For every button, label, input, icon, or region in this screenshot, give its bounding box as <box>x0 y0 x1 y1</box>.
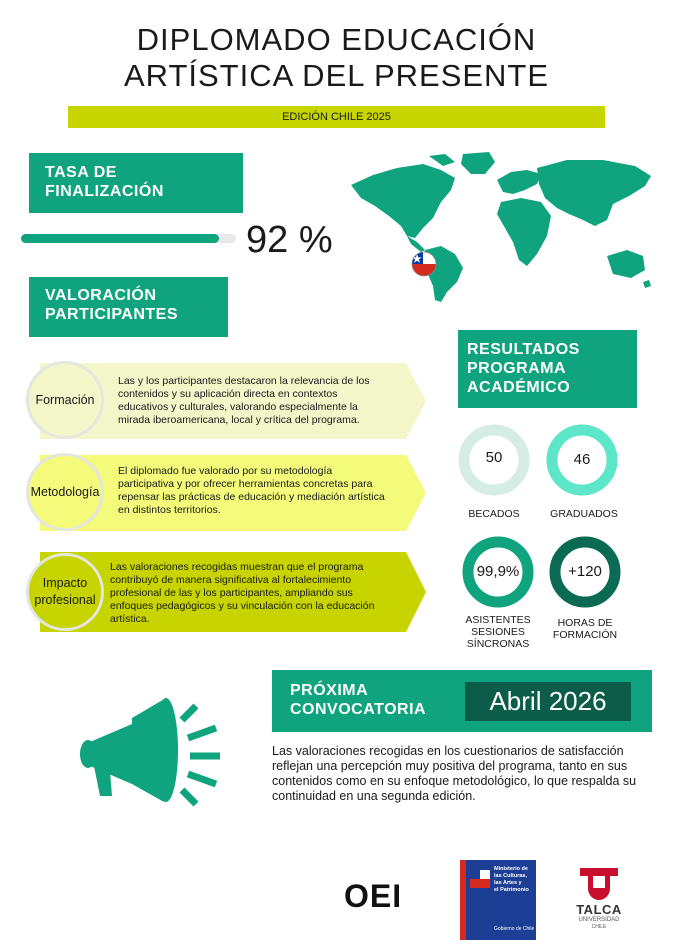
attendance-label <box>448 614 548 650</box>
attendance-label-line: SÍNCRONAS <box>466 638 530 650</box>
attendance-value: 99,9% <box>476 563 520 580</box>
page-title <box>0 22 673 94</box>
ministry-logo <box>460 860 536 940</box>
results-heading <box>458 330 637 408</box>
ministry-footer: Gobierno de Chile <box>494 926 535 932</box>
methodology-text-line: participativa y por ofrecer herramientas concretas para <box>118 478 373 490</box>
impact-description <box>110 561 415 626</box>
graduates-value: 46 <box>573 451 591 468</box>
methodology-text-line: repensar las prácticas de educación y mediación artística <box>118 491 385 503</box>
talca-logo-text: TALCA <box>576 902 622 917</box>
methodology-label-circle <box>26 453 104 531</box>
ratings-heading <box>29 277 228 337</box>
attendance-label-line: SESIONES <box>471 626 525 638</box>
next-call-title-line-2: CONVOCATORIA <box>290 701 427 718</box>
formation-text-line: mirada iberoamericana, local y crítica del programa. <box>118 414 360 426</box>
scholarship-label <box>444 508 544 520</box>
ministry-name-line: el Patrimonio <box>494 887 529 893</box>
impact-label-circle <box>26 553 104 631</box>
formation-label-circle <box>26 361 104 439</box>
completion-title-line-2: FINALIZACIÓN <box>45 183 164 200</box>
results-title-line-2: PROGRAMA <box>467 360 567 377</box>
completion-progress-fill <box>21 234 219 243</box>
talca-country: CHILE <box>591 924 607 930</box>
chile-flag-icon <box>411 251 437 277</box>
formation-description <box>118 375 418 427</box>
title-line-2: ARTÍSTICA DEL PRESENTE <box>123 58 550 93</box>
ratings-title-line-2: PARTICIPANTES <box>45 306 179 323</box>
completion-progress-bar <box>21 234 236 243</box>
attendance-label-line: ASISTENTES <box>465 614 531 626</box>
results-title-line-1: RESULTADOS <box>467 341 580 358</box>
next-call-description: Las valoraciones recogidas en los cuestionarios de satisfacción reflejan una percepción muy positiva del programa, tanto en sus contenidos como en su enfoque metodológico, lo que respalda su continuidad en una segunda edición. <box>272 744 637 803</box>
world-map-icon <box>345 150 660 305</box>
talca-logo-icon <box>578 866 620 902</box>
methodology-description <box>118 465 418 517</box>
scholarship-label-line: BECADOS <box>468 508 520 520</box>
results-title-line-3: ACADÉMICO <box>467 379 571 396</box>
hours-label-line: HORAS DE <box>557 617 613 629</box>
oei-logo: OEI <box>344 878 403 914</box>
hours-label <box>535 617 635 641</box>
completion-rate-heading <box>29 153 243 213</box>
methodology-text-line: en distintos territorios. <box>118 504 221 516</box>
scholarship-value: 50 <box>485 449 503 466</box>
next-call-title-line-1: PRÓXIMA <box>290 682 369 699</box>
next-call-date: Abril 2026 <box>465 682 631 721</box>
ratings-title-line-1: VALORACIÓN <box>45 287 157 304</box>
formation-text-line: contenidos y su aplicación directa en contextos <box>118 388 338 400</box>
ministry-name <box>494 866 536 894</box>
formation-text-line: educativos y culturales, valorando especialmente la <box>118 401 358 413</box>
edition-banner: EDICIÓN CHILE 2025 <box>68 106 605 128</box>
impact-text-line: contribuyó de manera significativa al fortalecimiento <box>110 574 352 586</box>
impact-text-line: Las valoraciones recogidas muestran que el programa <box>110 561 364 573</box>
methodology-text-line: El diplomado fue valorado por su metodología <box>118 465 333 477</box>
megaphone-icon <box>70 680 230 820</box>
hours-label-line: FORMACIÓN <box>552 629 618 641</box>
impact-text-line: artística. <box>110 613 150 625</box>
completion-title-line-1: TASA DE <box>45 164 117 181</box>
title-line-1: DIPLOMADO EDUCACIÓN <box>136 22 537 57</box>
formation-label: Formación <box>35 392 95 407</box>
hours-value: +120 <box>568 563 602 580</box>
formation-text-line: Las y los participantes destacaron la relevancia de los <box>118 375 370 387</box>
ministry-name-line: Ministerio de <box>494 866 528 872</box>
impact-label-line-2: profesional <box>34 593 96 607</box>
graduates-label-line: GRADUADOS <box>550 508 618 520</box>
talca-subtitle: UNIVERSIDAD <box>578 917 620 923</box>
ministry-name-line: las Artes y <box>494 880 522 886</box>
ministry-name-line: las Culturas, <box>494 873 528 879</box>
methodology-label: Metodología <box>30 484 100 499</box>
graduates-label <box>534 508 634 520</box>
impact-label-line-1: Impacto <box>42 576 88 590</box>
impact-text-line: enfoques pedagógicos y su vinculación con la educación <box>110 600 375 612</box>
ministry-shield-icon <box>468 868 492 890</box>
completion-rate-value: 92 % <box>246 219 333 261</box>
impact-text-line: profesional de las y los participantes, ampliando sus <box>110 587 353 599</box>
